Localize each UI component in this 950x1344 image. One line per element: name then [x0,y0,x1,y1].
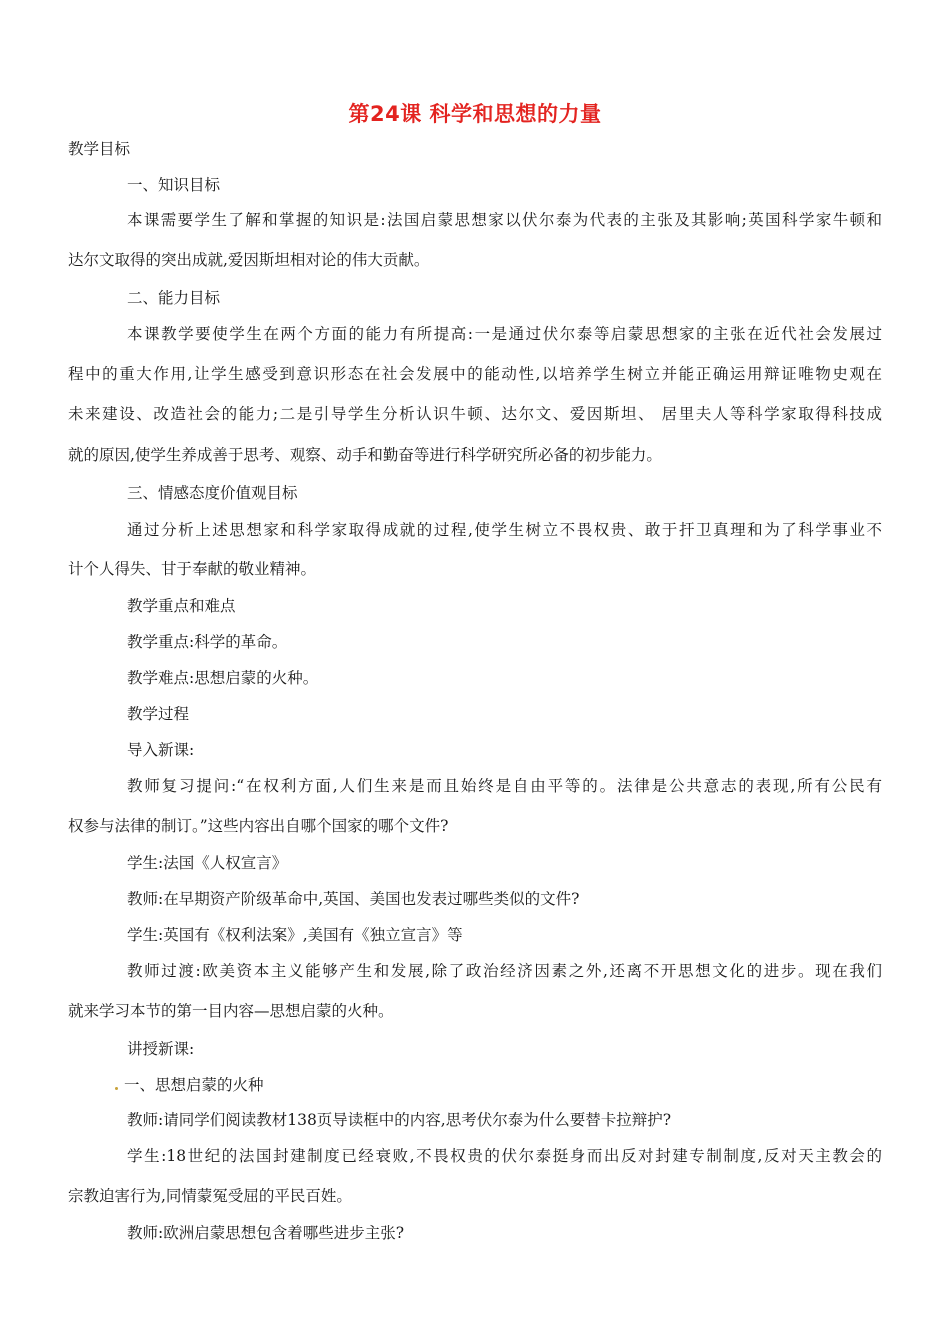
paragraph-line: 未来建设、改造社会的能力;二是引导学生分析认识牛顿、达尔文、爱因斯坦、 居里夫人等科学家取得科技成 [68,405,882,423]
bullet-dot [115,1087,118,1090]
paragraph-line: 教师过渡:欧美资本主义能够产生和发展,除了政治经济因素之外,还离不开思想文化的进步。现在我们 [127,962,882,980]
intro-heading: 导入新课: [127,741,195,759]
goal-2-heading: 二、能力目标 [127,289,221,307]
key-point: 教学重点:科学的革命。 [127,633,288,651]
dialogue-line: 学生:法国《人权宣言》 [127,854,288,872]
difficulty-point: 教学难点:思想启蒙的火种。 [127,669,319,687]
process-heading: 教学过程 [127,705,190,723]
part-1-heading-text: 一、思想启蒙的火种 [123,1076,264,1094]
paragraph-line: 计个人得失、甘于奉献的敬业精神。 [68,560,317,578]
paragraph-line: 本课教学要使学生在两个方面的能力有所提高:一是通过伏尔泰等启蒙思想家的主张在近代社会发展过 [127,325,882,343]
part-1-heading [114,1075,263,1095]
paragraph-line: 本课需要学生了解和掌握的知识是:法国启蒙思想家以伏尔泰为代表的主张及其影响;英国科学家牛顿和 [127,211,882,229]
dialogue-line: 教师:请同学们阅读教材138页导读框中的内容,思考伏尔泰为什么要替卡拉辩护? [127,1111,672,1129]
dialogue-line: 学生:英国有《权利法案》,美国有《独立宣言》等 [127,926,463,944]
section-heading-goals: 教学目标 [68,140,131,158]
key-difficulty-heading: 教学重点和难点 [127,597,236,615]
paragraph-line: 达尔文取得的突出成就,爱因斯坦相对论的伟大贡献。 [68,251,430,269]
paragraph-line: 就来学习本节的第一目内容—思想启蒙的火种。 [68,1002,394,1020]
paragraph-line: 通过分析上述思想家和科学家取得成就的过程,使学生树立不畏权贵、敢于扞卫真理和为了科学事业不 [127,521,882,539]
paragraph-line: 权参与法律的制订。”这些内容出自哪个国家的哪个文件? [68,817,449,835]
dialogue-line: 教师:欧洲启蒙思想包含着哪些进步主张? [127,1224,405,1242]
goal-1-heading: 一、知识目标 [127,176,221,194]
paragraph-line: 程中的重大作用,让学生感受到意识形态在社会发展中的能动性,以培养学生树立并能正确运用辩证唯物史观在 [68,365,882,383]
dialogue-line: 教师:在早期资产阶级革命中,英国、美国也发表过哪些类似的文件? [127,890,580,908]
paragraph-line: 学生:18世纪的法国封建制度已经衰败,不畏权贵的伏尔泰挺身而出反对封建专制制度,反对天主教会的 [127,1147,882,1165]
paragraph-line: 就的原因,使学生养成善于思考、观察、动手和勤奋等进行科学研究所必备的初步能力。 [68,446,662,464]
paragraph-line: 教师复习提问:“在权利方面,人们生来是而且始终是自由平等的。法律是公共意志的表现,所有公民有 [127,777,882,795]
goal-3-heading: 三、情感态度价值观目标 [127,484,298,502]
paragraph-line: 宗教迫害行为,同情蒙冤受屈的平民百姓。 [68,1187,352,1205]
page-title: 第24课 科学和思想的力量 [348,102,602,126]
new-lesson-heading: 讲授新课: [127,1040,195,1058]
